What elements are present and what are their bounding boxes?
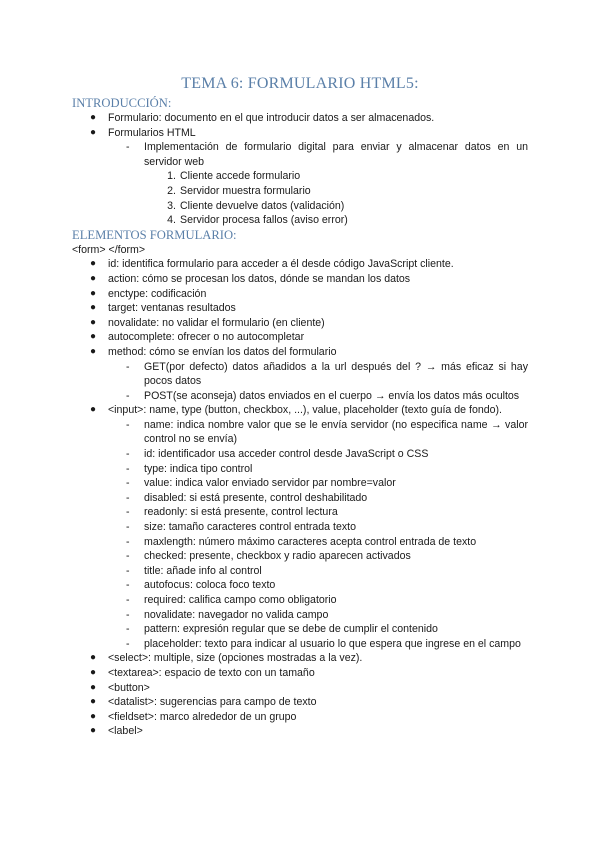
sub-list-item-text: checked: presente, checkbox y radio aparecen activados bbox=[144, 550, 411, 563]
dash-marker: - bbox=[126, 637, 130, 650]
sub-list-item-text: maxlength: número máximo caracteres acepta control entrada de texto bbox=[144, 535, 477, 548]
list-item bbox=[72, 126, 528, 228]
sub-list-item bbox=[108, 637, 528, 652]
list-item-text: <label> bbox=[108, 725, 143, 738]
list-item-text: <button> bbox=[108, 681, 150, 694]
sub-list-item-text: disabled: si está presente, control deshabilitado bbox=[144, 491, 368, 504]
sub-list-item bbox=[108, 535, 528, 550]
list-item-text: <datalist>: sugerencias para campo de texto bbox=[108, 696, 317, 709]
step-text: Servidor muestra formulario bbox=[180, 184, 311, 197]
dash-marker: - bbox=[126, 141, 130, 154]
sub-list-item bbox=[108, 462, 528, 477]
bullet-icon: ● bbox=[90, 302, 97, 314]
dash-marker: - bbox=[126, 506, 130, 519]
step-item bbox=[144, 199, 528, 214]
sub-list-item-text: novalidate: navegador no valida campo bbox=[144, 608, 329, 621]
step-number: 2. bbox=[167, 184, 176, 197]
document-body bbox=[72, 96, 528, 739]
bullet-icon: ● bbox=[90, 404, 97, 416]
bullet-icon: ● bbox=[90, 681, 97, 693]
list-item bbox=[72, 666, 528, 681]
list-item-text: action: cómo se procesan los datos, dónde se mandan los datos bbox=[108, 272, 411, 285]
list-item bbox=[72, 301, 528, 316]
sub-list-item bbox=[108, 505, 528, 520]
list-item-text: autocomplete: ofrecer o no autocompletar bbox=[108, 331, 305, 344]
sub-list-item-text: id: identificador usa acceder control desde JavaScript o CSS bbox=[144, 448, 429, 461]
sub-list-item bbox=[108, 418, 528, 447]
document-title: TEMA 6: FORMULARIO HTML5: bbox=[181, 75, 419, 92]
list-item bbox=[72, 287, 528, 302]
sub-list-item-text: title: añade info al control bbox=[144, 564, 262, 577]
sub-list-item-text: size: tamaño caracteres control entrada texto bbox=[144, 521, 356, 534]
step-number: 3. bbox=[167, 199, 176, 212]
dash-marker: - bbox=[126, 594, 130, 606]
sub-list-item-text: autofocus: coloca foco texto bbox=[144, 579, 276, 592]
dash-marker: - bbox=[126, 623, 130, 636]
list-item-text: <textarea>: espacio de texto con un tamaño bbox=[108, 666, 315, 679]
bullet-icon: ● bbox=[90, 316, 97, 328]
list-item-text: Formularios HTML bbox=[108, 126, 196, 139]
dash-marker: - bbox=[126, 608, 130, 621]
sub-list-item bbox=[108, 622, 528, 637]
sub-list-item-text: type: indica tipo control bbox=[144, 462, 253, 475]
list-item-text: <fieldset>: marco alrededor de un grupo bbox=[108, 710, 297, 723]
sub-list-item bbox=[108, 140, 528, 228]
dash-marker: - bbox=[126, 491, 130, 504]
bullet-icon: ● bbox=[90, 126, 97, 138]
bullet-icon: ● bbox=[90, 287, 97, 299]
sub-list-item bbox=[108, 447, 528, 462]
list-item bbox=[72, 330, 528, 345]
bullet-icon: ● bbox=[90, 272, 97, 284]
list-item bbox=[72, 272, 528, 287]
list-item bbox=[72, 724, 528, 739]
dash-marker: - bbox=[126, 448, 130, 461]
sub-list-item bbox=[108, 389, 528, 404]
sub-list-item-text: placeholder: texto para indicar al usuario lo que espera que ingrese en el campo bbox=[144, 637, 521, 650]
sub-list-item bbox=[108, 564, 528, 579]
dash-marker: - bbox=[126, 389, 130, 402]
dash-marker: - bbox=[126, 418, 130, 431]
sub-list-item-text: pattern: expresión regular que se debe de cumplir el contenido bbox=[144, 623, 438, 636]
bullet-icon: ● bbox=[90, 666, 97, 678]
bullet-icon: ● bbox=[90, 345, 97, 357]
list-item bbox=[72, 695, 528, 710]
sub-list-item-text: value: indica valor enviado servidor par nombre=valor bbox=[144, 477, 396, 490]
step-text: Servidor procesa fallos (aviso error) bbox=[180, 214, 348, 227]
list-item-text: Formulario: documento en el que introducir datos a ser almacenados. bbox=[108, 112, 435, 124]
dash-marker: - bbox=[126, 535, 130, 548]
dash-marker: - bbox=[126, 477, 130, 490]
input-attributes-list bbox=[108, 418, 528, 652]
list-item bbox=[72, 316, 528, 331]
list-item bbox=[72, 257, 528, 272]
sub-list-item-text: Implementación de formulario digital para enviar y almacenar datos en un servidor web bbox=[144, 141, 528, 168]
steps-list bbox=[144, 169, 528, 227]
dash-marker: - bbox=[126, 550, 130, 563]
dash-marker: - bbox=[126, 564, 130, 577]
bullet-icon: ● bbox=[90, 710, 97, 722]
list-item bbox=[72, 403, 528, 651]
sub-list-item-text: POST(se aconseja) datos enviados en el cuerpo → envía los datos más ocultos bbox=[144, 389, 520, 402]
list-item-text: enctype: codificación bbox=[108, 287, 207, 300]
sub-list bbox=[108, 140, 528, 228]
sub-list-item bbox=[108, 491, 528, 506]
elements-heading: ELEMENTOS FORMULARIO: bbox=[72, 227, 237, 242]
sub-list-item bbox=[108, 549, 528, 564]
sub-list-item bbox=[108, 608, 528, 623]
list-item bbox=[72, 651, 528, 666]
list-item-text: method: cómo se envían los datos del formulario bbox=[108, 345, 337, 358]
step-number: 4. bbox=[167, 214, 176, 227]
bullet-icon: ● bbox=[90, 258, 97, 270]
form-attributes-list bbox=[72, 257, 528, 739]
step-number: 1. bbox=[167, 170, 176, 183]
bullet-icon: ● bbox=[90, 331, 97, 343]
sub-list-item bbox=[108, 578, 528, 593]
bullet-icon: ● bbox=[90, 696, 97, 708]
sub-list-item bbox=[108, 360, 528, 389]
bullet-icon: ● bbox=[90, 725, 97, 737]
list-item bbox=[72, 681, 528, 696]
method-sub-list bbox=[108, 360, 528, 404]
list-item-text: <select>: multiple, size (opciones mostradas a la vez). bbox=[108, 652, 363, 665]
step-item bbox=[144, 169, 528, 184]
intro-heading: INTRODUCCIÓN: bbox=[72, 96, 172, 110]
dash-marker: - bbox=[126, 521, 130, 534]
form-tag-line: <form> </form> bbox=[72, 243, 146, 256]
step-text: Cliente accede formulario bbox=[180, 170, 301, 183]
step-item bbox=[144, 184, 528, 199]
list-item-text: novalidate: no validar el formulario (en cliente) bbox=[108, 316, 325, 329]
list-item bbox=[72, 710, 528, 725]
list-item bbox=[72, 111, 528, 126]
sub-list-item bbox=[108, 593, 528, 608]
dash-marker: - bbox=[126, 579, 130, 592]
intro-list bbox=[72, 111, 528, 228]
bullet-icon: ● bbox=[90, 652, 97, 664]
list-item bbox=[72, 345, 528, 403]
bullet-icon: ● bbox=[90, 112, 97, 123]
sub-list-item-text: required: califica campo como obligatorio bbox=[144, 594, 337, 606]
step-item bbox=[144, 213, 528, 228]
sub-list-item bbox=[108, 520, 528, 535]
sub-list-item-text: GET(por defecto) datos añadidos a la url después del ? → más eficaz si hay pocos datos bbox=[144, 360, 528, 388]
sub-list-item-text: name: indica nombre valor que se le envía servidor (no especifica name → valor control no se envía) bbox=[144, 418, 528, 446]
list-item-text: <input>: name, type (button, checkbox, ...), value, placeholder (texto guía de fondo). bbox=[108, 404, 502, 417]
sub-list-item bbox=[108, 476, 528, 491]
dash-marker: - bbox=[126, 462, 130, 475]
list-item-text: id: identifica formulario para acceder a él desde código JavaScript cliente. bbox=[108, 258, 454, 271]
sub-list-item-text: readonly: si está presente, control lectura bbox=[144, 506, 338, 519]
list-item-text: target: ventanas resultados bbox=[108, 302, 236, 315]
step-text: Cliente devuelve datos (validación) bbox=[180, 199, 345, 212]
dash-marker: - bbox=[126, 360, 130, 373]
